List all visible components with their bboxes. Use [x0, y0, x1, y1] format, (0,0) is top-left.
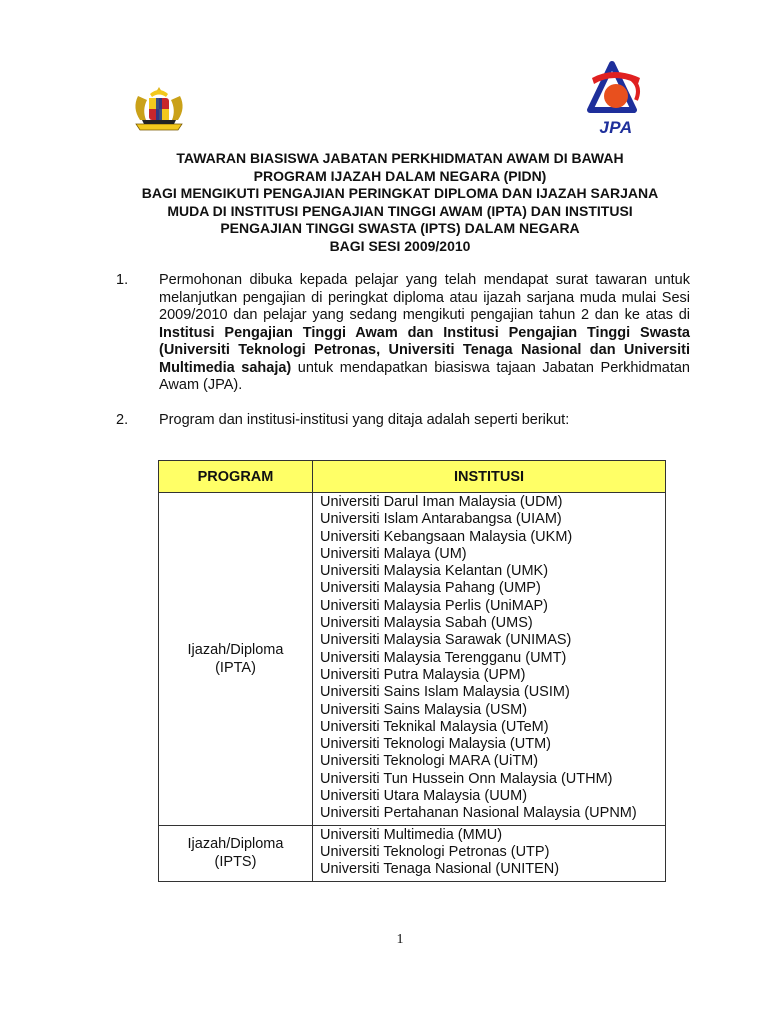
institution-table: [158, 460, 666, 882]
title-line: BAGI MENGIKUTI PENGAJIAN PERINGKAT DIPLOMA DAN IJAZAH SARJANA: [141, 185, 659, 201]
paragraph-text: Program dan institusi-institusi yang ditaja adalah seperti berikut:: [159, 412, 570, 428]
institution-item: Universiti Putra Malaysia (UPM): [320, 666, 526, 683]
institution-item: Universiti Teknologi Petronas (UTP): [320, 843, 550, 860]
table-row: [159, 825, 666, 881]
institution-item: Universiti Sains Islam Malaysia (USIM): [320, 684, 570, 701]
jpa-logo-text: JPA: [599, 118, 633, 137]
header-institusi: INSTITUSI: [313, 461, 666, 493]
institution-item: Universiti Multimedia (MMU): [320, 826, 503, 843]
institution-item: Universiti Islam Antarabangsa (UIAM): [320, 511, 562, 528]
institution-item: Universiti Utara Malaysia (UUM): [320, 788, 528, 805]
institution-list: [313, 493, 666, 826]
institution-item: Universiti Malaysia Pahang (UMP): [320, 580, 541, 597]
paragraph-number: 1.: [116, 272, 129, 288]
table-header-row: [159, 461, 666, 493]
table-row: [159, 493, 666, 826]
title-line: TAWARAN BIASISWA JABATAN PERKHIDMATAN AWAM DI BAWAH: [176, 150, 624, 166]
institution-item: Universiti Malaysia Terengganu (UMT): [320, 649, 567, 666]
institution-item: Universiti Malaysia Sabah (UMS): [320, 615, 533, 632]
program-label: Ijazah/Diploma: [187, 836, 284, 853]
institution-item: Universiti Malaysia Kelantan (UMK): [320, 563, 549, 580]
program-sublabel: (IPTS): [214, 854, 257, 871]
institution-item: Universiti Tun Hussein Onn Malaysia (UTHM): [320, 770, 613, 787]
paragraph-number: 2.: [116, 412, 129, 428]
institution-item: Universiti Sains Malaysia (USM): [320, 701, 528, 718]
paragraph-text: [159, 272, 690, 395]
paragraph-text-a: Permohonan dibuka kepada pelajar yang telah mendapat surat tawaran untuk melanjutkan pengajian di peringkat diploma atau ijazah sarjana muda mulai Sesi 2009/2010 dan pelajar yang sedang mengikuti pengajian tahun 2 dan ke atas di: [159, 272, 690, 323]
title-line: BAGI SESI 2009/2010: [329, 237, 471, 254]
paragraph-bold-text: Institusi Pengajian Tinggi Awam dan Institusi Pengajian Tinggi Swasta (Universiti Teknologi Petronas, Universiti Tenaga Nasional dan Universiti Multimedia sahaja): [159, 324, 690, 376]
institution-item: Universiti Teknologi MARA (UiTM): [320, 753, 539, 770]
title-line: PENGAJIAN TINGGI SWASTA (IPTS) DALAM NEGARA: [220, 220, 580, 236]
institution-item: Universiti Pertahanan Nasional Malaysia (UPNM): [320, 805, 637, 822]
coat-of-arms-logo: [128, 84, 190, 136]
institution-item: Universiti Darul Iman Malaysia (UDM): [320, 494, 563, 510]
program-cell: [159, 825, 313, 881]
page-number: 1: [396, 932, 404, 947]
institution-item: Universiti Teknikal Malaysia (UTeM): [320, 718, 549, 735]
title-line: PROGRAM IJAZAH DALAM NEGARA (PIDN): [253, 167, 547, 184]
program-cell: [159, 493, 313, 826]
institution-list: [313, 825, 666, 881]
institution-item: Universiti Tenaga Nasional (UNITEN): [320, 861, 560, 878]
document-title: [100, 150, 700, 255]
header-program: PROGRAM: [159, 461, 313, 493]
title-line: MUDA DI INSTITUSI PENGAJIAN TINGGI AWAM (IPTA) DAN INSTITUSI: [167, 202, 633, 219]
program-label: Ijazah/Diploma: [187, 641, 284, 658]
institution-item: Universiti Malaysia Perlis (UniMAP): [320, 597, 549, 614]
institution-item: Universiti Teknologi Malaysia (UTM): [320, 736, 551, 753]
program-sublabel: (IPTA): [215, 659, 256, 676]
institution-item: Universiti Malaya (UM): [320, 545, 467, 562]
paragraph-text-b: untuk mendapatkan biasiswa tajaan Jabatan Perkhidmatan Awam (JPA).: [159, 359, 690, 393]
institution-item: Universiti Kebangsaan Malaysia (UKM): [320, 528, 573, 545]
institution-item: Universiti Malaysia Sarawak (UNIMAS): [320, 632, 572, 649]
